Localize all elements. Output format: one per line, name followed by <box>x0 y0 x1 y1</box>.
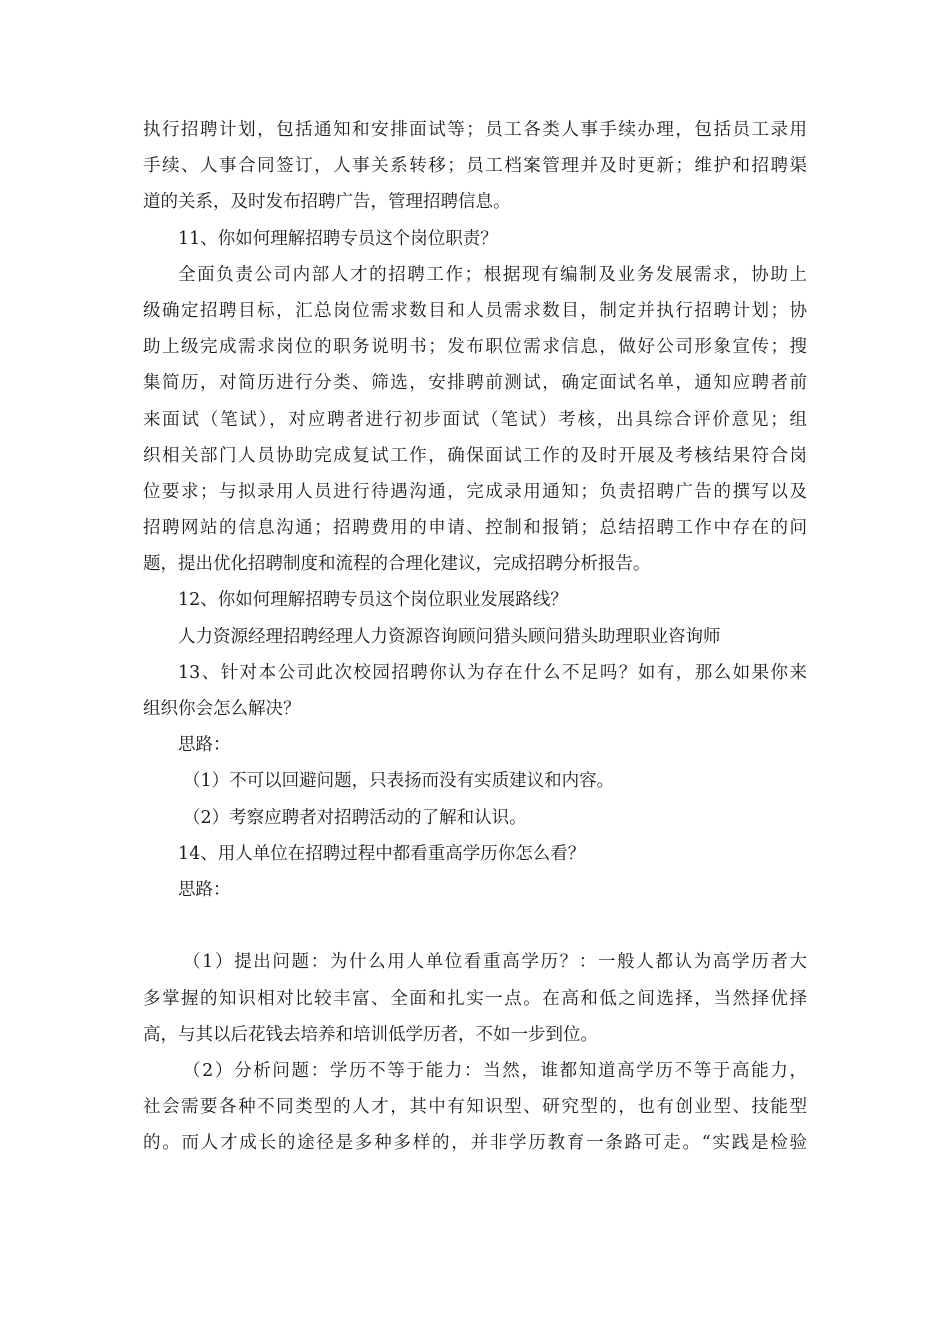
body-text-line: 的。而人才成长的途径是多种多样的，并非学历教育一条路可走。“实践是检验 <box>143 1133 807 1154</box>
body-text-line: 全面负责公司内部人才的招聘工作；根据现有编制及业务发展需求，协助上 <box>178 264 807 285</box>
document-body <box>143 112 807 1161</box>
body-text-line: 来面试（笔试），对应聘者进行初步面试（笔试）考核，出具综合评价意见；组 <box>143 409 807 430</box>
blank-line <box>143 908 807 944</box>
body-text-line: 织相关部门人员协助完成复试工作，确保面试工作的及时开展及考核结果符合岗 <box>143 445 807 466</box>
body-text-line: 道的关系，及时发布招聘广告，管理招聘信息。 <box>143 192 511 213</box>
body-text-line: 集简历，对简历进行分类、筛选，安排聘前测试，确定面试名单，通知应聘者前 <box>143 373 807 394</box>
body-text-line: 社会需要各种不同类型的人才，其中有知识型、研究型的，也有创业型、技能型 <box>143 1097 807 1118</box>
hint-label: 思路： <box>178 735 231 756</box>
body-text-line: 招聘网站的信息沟通；招聘费用的申请、控制和报销；总结招聘工作中存在的问 <box>143 518 807 539</box>
question-13: 13、针对本公司此次校园招聘你认为存在什么不足吗？如有，那么如果你来 <box>178 662 807 683</box>
body-text-line: （1）提出问题：为什么用人单位看重高学历？：一般人都认为高学历者大 <box>183 952 807 973</box>
body-text-line: 助上级完成需求岗位的职务说明书；发布职位需求信息，做好公司形象宣传；搜 <box>143 337 807 358</box>
body-text-line: 位要求；与拟录用人员进行待遇沟通，完成录用通知；负责招聘广告的撰写以及 <box>143 481 807 502</box>
body-text-line: 执行招聘计划，包括通知和安排面试等；员工各类人事手续办理，包括员工录用 <box>143 120 807 140</box>
question-13-continued: 组织你会怎么解决？ <box>143 699 301 719</box>
hint-label: 思路： <box>178 879 231 900</box>
body-text-line: 多掌握的知识相对比较丰富、全面和扎实一点。在高和低之间选择，当然择优择 <box>143 988 807 1009</box>
question-12: 12、你如何理解招聘专员这个岗位职业发展路线？ <box>178 590 568 611</box>
hint-item: （2）考察应聘者对招聘活动的了解和认识。 <box>183 807 527 828</box>
question-14: 14、用人单位在招聘过程中都看重高学历你怎么看？ <box>178 843 586 864</box>
body-text-line: （2）分析问题：学历不等于能力：当然，谁都知道高学历不等于高能力， <box>183 1060 807 1081</box>
body-text-line: 级确定招聘目标，汇总岗位需求数目和人员需求数目，制定并执行招聘计划；协 <box>143 300 807 321</box>
body-text-line: 手续、人事合同签订，人事关系转移；员工档案管理并及时更新；维护和招聘渠 <box>143 156 807 177</box>
body-text-line: 高，与其以后花钱去培养和培训低学历者，不如一步到位。 <box>143 1024 598 1045</box>
question-11: 11、你如何理解招聘专员这个岗位职责？ <box>178 228 498 249</box>
body-text-line: 题，提出优化招聘制度和流程的合理化建议，完成招聘分析报告。 <box>143 554 651 575</box>
hint-item: （1）不可以回避问题，只表扬而没有实质建议和内容。 <box>183 771 615 792</box>
career-path-text: 人力资源经理招聘经理人力资源咨询顾问猎头顾问猎头助理职业咨询师 <box>178 626 721 647</box>
